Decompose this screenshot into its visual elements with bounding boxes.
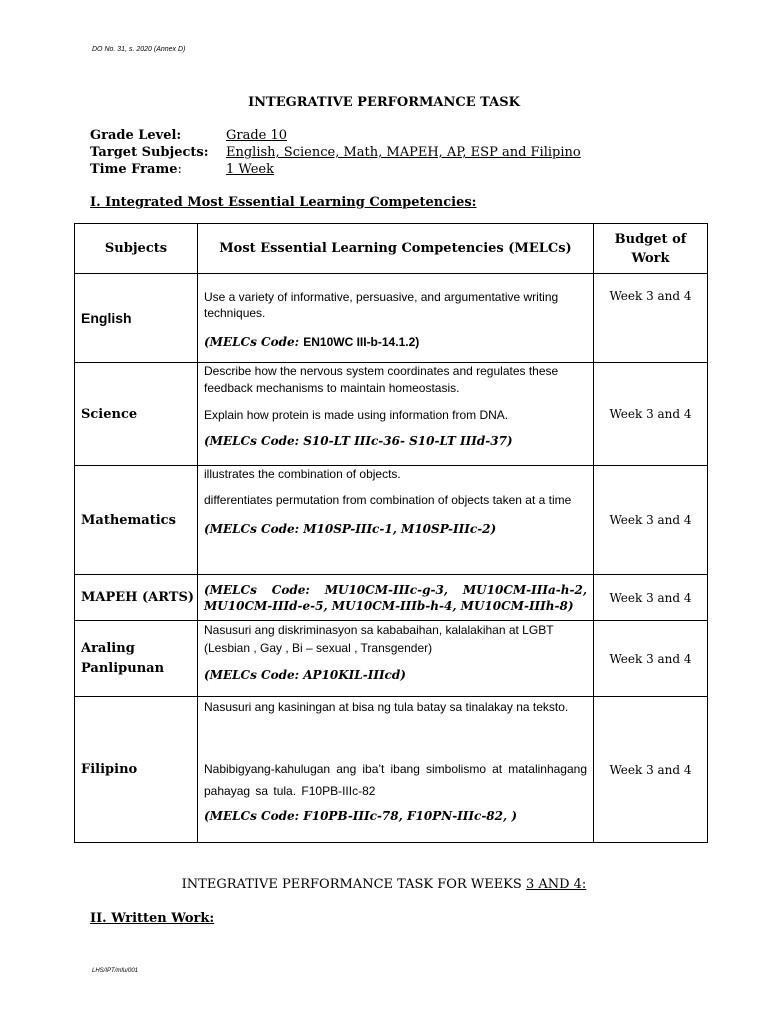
melcs-table: [74, 223, 708, 843]
grade-level-value: Grade 10: [226, 128, 288, 143]
competency-cell: [198, 621, 594, 697]
competency-cell: [198, 466, 594, 575]
competency-text: Nasusuri ang diskriminasyon sa kababaihan, kalalakihan at LGBT (Lesbian , Gay , Bi – sexual , Transgender): [204, 623, 554, 655]
melcs-code: MU10CM-IIId-e-5, MU10CM-IIIb-h-4, MU10CM-IIIh-8): [204, 598, 574, 613]
budget-cell: Week 3 and 4: [594, 466, 708, 575]
table-row: [75, 575, 708, 621]
competency-text: Explain how protein is made using information from DNA.: [204, 408, 509, 422]
melcs-code: (MELCs Code: EN10WC III-b-14.1.2): [204, 335, 420, 349]
subject-cell: English: [75, 274, 198, 363]
header-budget: Budget of Work: [594, 224, 708, 274]
melcs-code: (MELCs Code: MU10CM-IIIc-g-3, MU10CM-IIIa-h-2,: [204, 582, 587, 597]
table-row: [75, 697, 708, 843]
budget-cell: Week 3 and 4: [594, 621, 708, 697]
melcs-code: (MELCs Code: S10-LT IIIc-36- S10-LT IIId-37): [204, 434, 513, 448]
competency-text: Nabibigyang-kahulugan ang iba’t ibang simbolismo at matalinhagang pahayag sa tula. F10PB-IIIc-82: [204, 762, 587, 798]
time-frame-label: Time Frame:: [90, 162, 182, 177]
document-reference: DO No. 31, s. 2020 (Annex D): [92, 46, 186, 53]
competency-text: differentiates permutation from combination of objects taken at a time: [204, 493, 572, 507]
header-subjects: Subjects: [75, 224, 198, 274]
melcs-code: (MELCs Code: F10PB-IIIc-78, F10PN-IIIc-82, ): [204, 809, 518, 823]
section-melcs-heading: I. Integrated Most Essential Learning Competencies:: [90, 195, 477, 210]
header-melcs: Most Essential Learning Competencies (MELCs): [198, 224, 594, 274]
subject-cell: Filipino: [75, 697, 198, 843]
target-subjects-value: English, Science, Math, MAPEH, AP, ESP and Filipino: [226, 145, 581, 160]
competency-cell: [198, 697, 594, 843]
competency-text: Describe how the nervous system coordinates and regulates these feedback mechanisms to maintain homeostasis.: [204, 364, 559, 395]
melcs-code: (MELCs Code: AP10KIL-IIIcd): [204, 668, 406, 682]
target-subjects-label: Target Subjects:: [90, 145, 209, 160]
competency-text: Nasusuri ang kasiningan at bisa ng tula batay sa tinalakay na teksto.: [204, 700, 569, 714]
footer-reference: LHS/IPT/mfu/001: [92, 968, 139, 974]
competency-cell: [198, 575, 594, 621]
time-frame-value: 1 Week: [226, 162, 274, 177]
weeks-heading: INTEGRATIVE PERFORMANCE TASK FOR WEEKS 3 AND 4:: [181, 877, 587, 892]
table-row: [75, 621, 708, 697]
table-row: [75, 466, 708, 575]
budget-cell: Week 3 and 4: [594, 697, 708, 843]
subject-cell: MAPEH (ARTS): [75, 575, 198, 621]
page-title: INTEGRATIVE PERFORMANCE TASK: [248, 95, 520, 110]
competency-text: illustrates the combination of objects.: [204, 467, 401, 481]
competency-cell: [198, 363, 594, 466]
budget-cell: Week 3 and 4: [594, 274, 708, 363]
grade-level-label: Grade Level:: [90, 128, 182, 143]
subject-cell: Araling Panlipunan: [75, 621, 198, 697]
budget-cell: Week 3 and 4: [594, 363, 708, 466]
table-row: [75, 363, 708, 466]
competency-cell: [198, 274, 594, 363]
table-row: [75, 274, 708, 363]
melcs-code: (MELCs Code: M10SP-IIIc-1, M10SP-IIIc-2): [204, 522, 497, 536]
section-written-work-heading: II. Written Work:: [90, 911, 215, 926]
subject-cell: Mathematics: [75, 466, 198, 575]
budget-cell: Week 3 and 4: [594, 575, 708, 621]
subject-cell: Science: [75, 363, 198, 466]
competency-text: Use a variety of informative, persuasive, and argumentative writing techniques.: [204, 290, 559, 320]
table-header-row: [75, 224, 708, 274]
